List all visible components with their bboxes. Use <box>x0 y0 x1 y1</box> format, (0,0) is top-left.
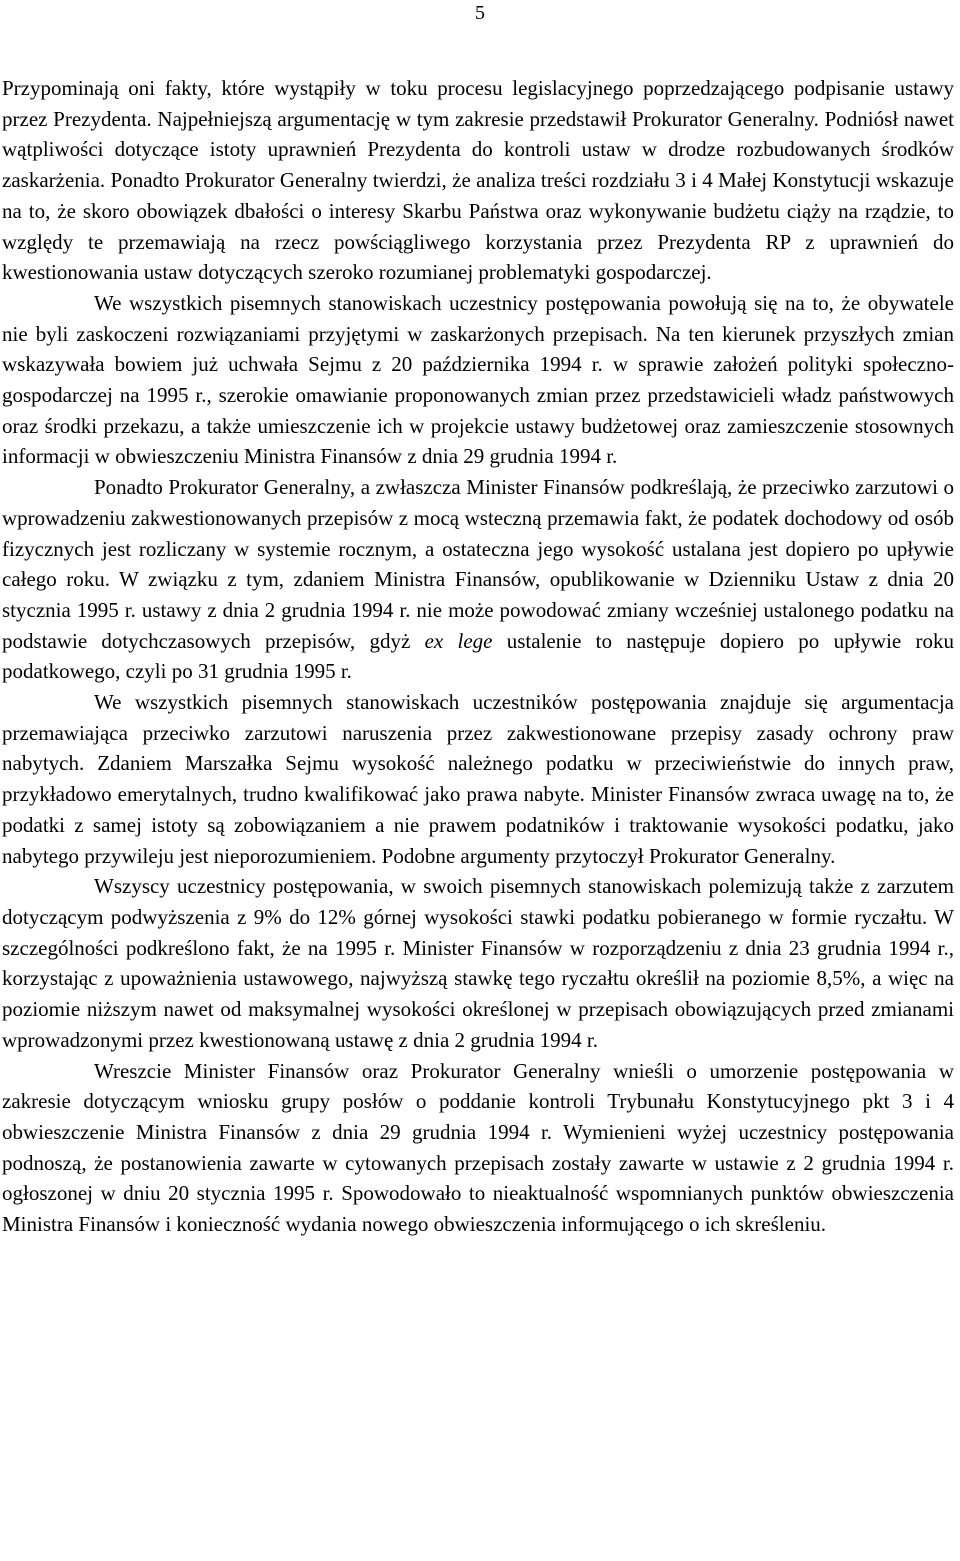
paragraph-text: ustalenie to następuje dopiero po upływie roku podatkowego, czyli po 31 grudnia 1995 r. <box>2 628 954 684</box>
paragraph-text: Wszyscy uczestnicy postępowania, w swoich pisemnych stanowiskach polemizują także z zarzutem dotyczącym podwyższenia z 9% do 12% górnej wysokości stawki podatku pobieranego w formie ryczałtu. W szczególności podkreślono fakt, że na 1995 r. Minister Finansów w rozporządzeniu z dnia 23 grudnia 1994 r., korzystając z upoważnienia ustawowego, najwyższą stawkę tego ryczałtu określił na poziomie 8,5%, a więc na poziomie niższym nawet od maksymalnej wysokości określonej w przepisach obowiązujących przed zmianami wprowadzonymi przez kwestionowaną ustawę z dnia 2 grudnia 1994 r. <box>2 874 954 1052</box>
paragraph-4 <box>2 687 954 871</box>
paragraph-text: Przypominają oni fakty, które wystąpiły w toku procesu legislacyjnego poprzedzającego podpisanie ustawy przez Prezydenta. Najpełniejszą argumentację w tym zakresie przedstawił Prokurator Generalny. Podniósł nawet wątpliwości dotyczące istoty uprawnień Prezydenta do kontroli ustaw w drodze rozbudowanych środków zaskarżenia. Ponadto Prokurator Generalny twierdzi, że analiza treści rozdziału 3 i 4 Małej Konstytucji wskazuje na to, że skoro obowiązek dbałości o interesy Skarbu Państwa oraz wykonywanie budżetu ciąży na rządzie, to względy te przemawiają na rzecz powściągliwego korzystania przez Prezydenta RP z uprawnień do kwestionowania ustaw dotyczących szeroko rozumianej problematyki gospodarczej. <box>2 76 954 285</box>
paragraph-5 <box>2 871 954 1055</box>
paragraph-text: We wszystkich pisemnych stanowiskach uczestników postępowania znajduje się argumentacja przemawiająca przeciwko zarzutowi naruszenia przez zakwestionowane przepisy zasady ochrony praw nabytych. Zdaniem Marszałka Sejmu wysokość należnego podatku w przeciwieństwie do innych praw, przykładowo emerytalnych, trudno kwalifikować jako prawa nabyte. Minister Finansów zwraca uwagę na to, że podatki z samej istoty są zobowiązaniem a nie prawem podatników i traktowanie wysokości podatku, jako nabytego przywileju jest nieporozumieniem. Podobne argumenty przytoczył Prokurator Generalny. <box>2 690 954 868</box>
paragraph-2 <box>2 288 954 472</box>
page-number: 5 <box>475 2 485 24</box>
document-body <box>2 73 954 1240</box>
paragraph-text: We wszystkich pisemnych stanowiskach uczestnicy postępowania powołują się na to, że obywatele nie byli zaskoczeni rozwiązaniami przyjętymi w zaskarżonych przepisach. Na ten kierunek przyszłych zmian wskazywała bowiem już uchwała Sejmu z 20 października 1994 r. w sprawie założeń polityki społeczno-gospodarczej na 1995 r., szerokie omawianie proponowanych zmian przez przedstawicieli władz państwowych oraz środki przekazu, a także umieszczenie ich w projekcie ustawy budżetowej oraz zamieszczenie stosownych informacji w obwieszczeniu Ministra Finansów z dnia 29 grudnia 1994 r. <box>2 290 954 469</box>
paragraph-1 <box>2 73 954 288</box>
paragraph-6 <box>2 1056 954 1240</box>
latin-phrase-italic: ex lege <box>424 628 493 653</box>
paragraph-3 <box>2 472 954 687</box>
paragraph-text: Ponadto Prokurator Generalny, a zwłaszcza Minister Finansów podkreślają, że przeciwko zarzutowi o wprowadzeniu zakwestionowanych przepisów z mocą wsteczną przemawia fakt, że podatek dochodowy od osób fizycznych jest rozliczany w systemie rocznym, a ostateczna jego wysokość ustalana jest dopiero po upływie całego roku. W związku z tym, zdaniem Ministra Finansów, opublikowanie w Dzienniku Ustaw z dnia 20 stycznia 1995 r. ustawy z dnia 2 grudnia 1994 r. nie może powodować zmiany wcześniej ustalonego podatku na podstawie dotychczasowych przepisów, gdyż <box>2 475 954 653</box>
paragraph-text: Wreszcie Minister Finansów oraz Prokurator Generalny wnieśli o umorzenie postępowania w zakresie dotyczącym wniosku grupy posłów o poddanie kontroli Trybunału Konstytucyjnego pkt 3 i 4 obwieszczenie Ministra Finansów z dnia 29 grudnia 1994 r. Wymienieni wyżej uczestnicy postępowania podnoszą, że postanowienia zawarte w cytowanych przepisach zostały zawarte w ustawie z 2 grudnia 1994 r. ogłoszonej w dniu 20 stycznia 1995 r. Spowodowało to nieaktualność wspomnianych punktów obwieszczenia Ministra Finansów i konieczność wydania nowego obwieszczenia informującego o ich skreśleniu. <box>2 1058 954 1237</box>
